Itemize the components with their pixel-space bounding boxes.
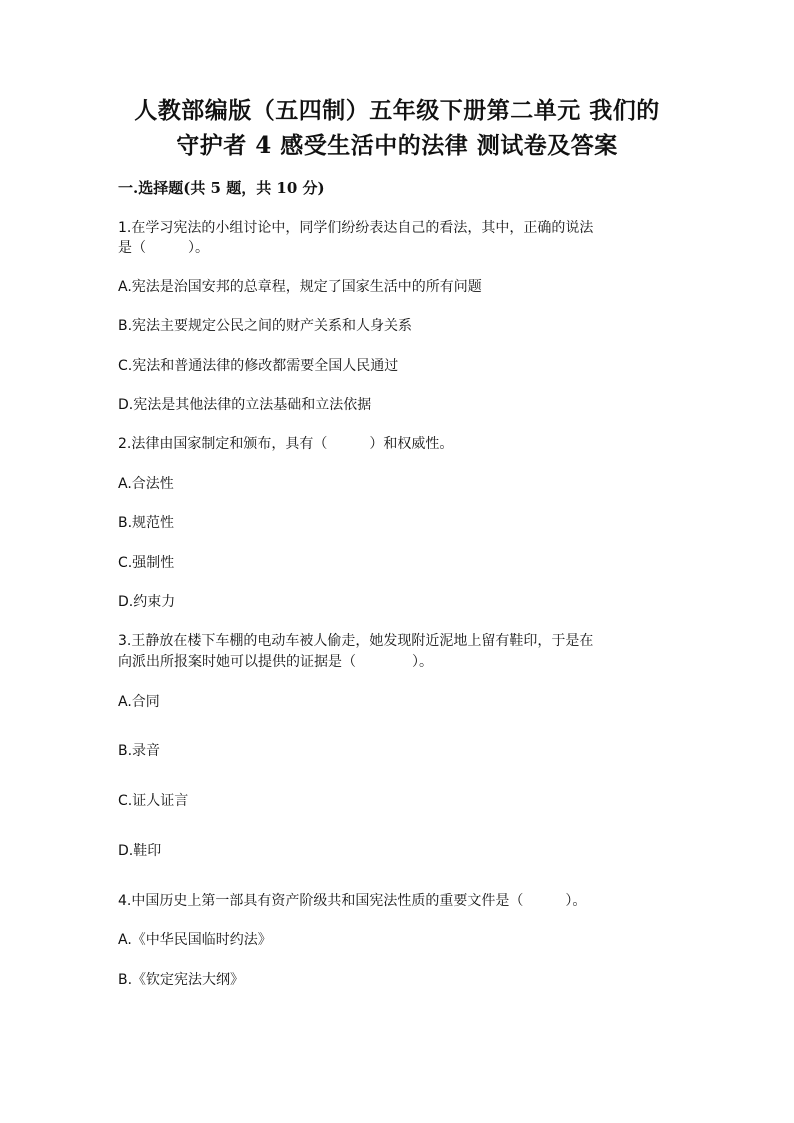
question-1-option-b: B.宪法主要规定公民之间的财产关系和人身关系 [118,318,413,334]
question-2-option-b: B.规范性 [118,515,175,531]
page-title-line-1: 人教部编版（五四制）五年级下册第二单元 我们的 [134,97,660,124]
question-4-option-b: B.《钦定宪法大纲》 [118,972,245,988]
question-2-option-c: C.强制性 [118,555,175,571]
question-2-stem-line-1: 2.法律由国家制定和颁布，具有（ ）和权威性。 [118,436,454,452]
section-heading: 一.选择题(共 5 题，共 10 分) [118,179,325,197]
question-3-option-a: A.合同 [118,694,160,710]
question-1-option-c: C.宪法和普通法律的修改都需要全国人民通过 [118,358,399,374]
question-4-option-a: A.《中华民国临时约法》 [118,932,272,948]
question-4-stem-line-1: 4.中国历史上第一部具有资产阶级共和国宪法性质的重要文件是（ ）。 [118,893,587,909]
question-1-option-d: D.宪法是其他法律的立法基础和立法依据 [118,397,372,413]
page-title-line-2: 守护者 4 感受生活中的法律 测试卷及答案 [176,132,618,159]
question-3-option-d: D.鞋印 [118,843,162,859]
question-3-stem-line-1: 3.王静放在楼下车棚的电动车被人偷走，她发现附近泥地上留有鞋印，于是在 [118,633,594,649]
question-2-option-a: A.合法性 [118,476,174,492]
question-2-option-d: D.约束力 [118,594,176,610]
question-1-stem-line-2: 是（ ）。 [118,240,209,256]
question-3-option-b: B.录音 [118,743,161,759]
question-1-stem-line-1: 1.在学习宪法的小组讨论中，同学们纷纷表达自己的看法，其中，正确的说法 [118,220,594,236]
question-3-option-c: C.证人证言 [118,793,189,809]
question-3-stem-line-2: 向派出所报案时她可以提供的证据是（ ）。 [118,654,433,670]
question-1-option-a: A.宪法是治国安邦的总章程，规定了国家生活中的所有问题 [118,279,482,295]
